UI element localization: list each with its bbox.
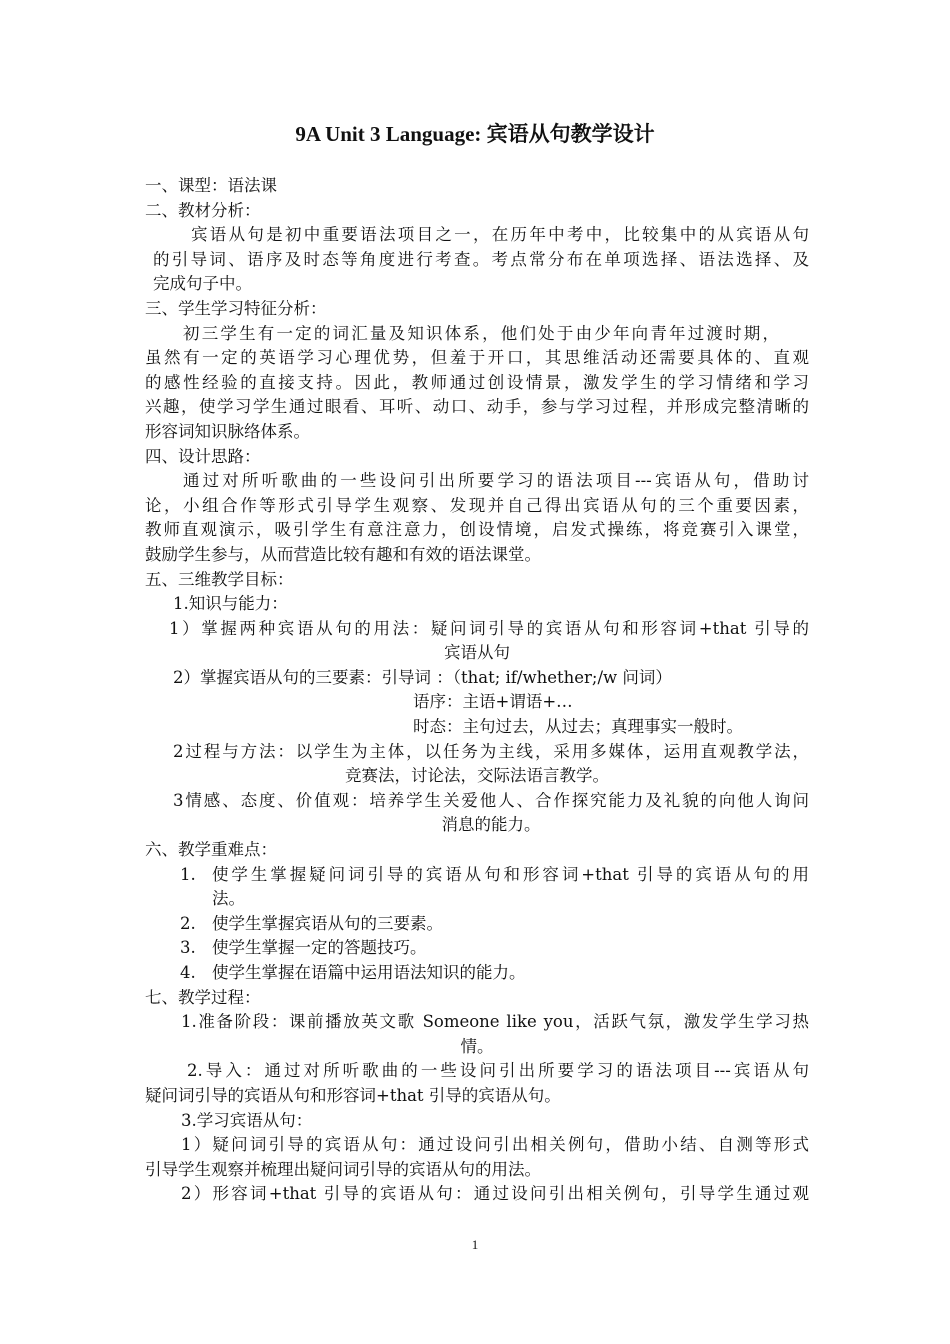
list-item xyxy=(145,863,809,912)
objective-line: 消息的能力。 xyxy=(441,815,541,835)
section-heading: 六、教学重难点： xyxy=(145,840,277,860)
list-item-text: 法。 xyxy=(212,889,245,909)
process-line: 情。 xyxy=(460,1036,494,1056)
process-line: 引导学生观察并梳理出疑问词引导的宾语从句的用法。 xyxy=(145,1159,541,1179)
list-item-text: 使学生掌握宾语从句的三要素。 xyxy=(212,913,443,933)
section-heading: 五、三维教学目标： xyxy=(145,569,294,589)
list-number: 2. xyxy=(180,913,196,933)
objective-line: 语序：主语+谓语+… xyxy=(413,692,573,712)
paragraph-line: 虽然有一定的英语学习心理优势，但羞于开口，其思维活动还需要具体的、直观 xyxy=(145,348,809,368)
page-number: 1 xyxy=(471,1237,479,1252)
section-heading: 七、教学过程： xyxy=(145,987,261,1007)
process-line: 2.导入：通过对所听歌曲的一些设问引出所要学习的语法项目---宾语从句 xyxy=(187,1061,809,1081)
objective-line: 竞赛法，讨论法，交际法语言教学。 xyxy=(345,766,609,786)
section-heading: 二、教材分析： xyxy=(145,200,261,220)
section-heading: 一、课型：语法课 xyxy=(145,176,277,195)
subsection-heading: 1.知识与能力： xyxy=(173,594,288,614)
paragraph-line: 宾语从句是初中重要语法项目之一，在历年中考中，比较集中的从宾语从句 xyxy=(191,225,809,245)
process-line: 疑问词引导的宾语从句和形容词+that 引导的宾语从句。 xyxy=(145,1085,561,1105)
section-heading: 三、学生学习特征分析： xyxy=(145,298,327,318)
paragraph-line: 的引导词、语序及时态等角度进行考查。考点常分布在单项选择、语法选择、及 xyxy=(153,249,809,269)
list-number: 4. xyxy=(180,963,196,982)
process-line: 2）形容词+that 引导的宾语从句：通过设问引出相关例句，引导学生通过观 xyxy=(181,1184,809,1204)
document-body xyxy=(145,174,809,1207)
paragraph-line: 论，小组合作等形式引导学生观察、发现并自己得出宾语从句的三个重要因素， xyxy=(145,495,809,515)
list-item xyxy=(145,912,809,937)
objective-line: 2）掌握宾语从句的三要素：引导词 ：（that; if/whether;/w 问词） xyxy=(173,667,672,687)
objective-line: 1）掌握两种宾语从句的用法：疑问词引导的宾语从句和形容词+that 引导的 xyxy=(169,618,809,638)
paragraph-line: 的感性经验的直接支持。因此，教师通过创设情景，激发学生的学习情绪和学习 xyxy=(145,372,809,392)
objective-line: 时态：主句过去，从过去；真理事实一般时。 xyxy=(413,717,743,737)
list-number: 3. xyxy=(180,938,196,958)
paragraph-line: 形容词知识脉络体系。 xyxy=(145,421,310,441)
list-item-text: 使学生掌握疑问词引导的宾语从句和形容词+that 引导的宾语从句的用 xyxy=(212,864,809,884)
paragraph-line: 通过对所听歌曲的一些设问引出所要学习的语法项目---宾语从句，借助讨 xyxy=(183,471,809,491)
process-line: 1）疑问词引导的宾语从句：通过设问引出相关例句，借助小结、自测等形式 xyxy=(181,1135,809,1155)
paragraph-line: 兴趣，使学习学生通过眼看、耳听、动口、动手，参与学习过程，并形成完整清晰的 xyxy=(145,397,809,417)
section-heading: 四、设计思路： xyxy=(145,446,261,466)
list-item xyxy=(145,936,809,961)
process-line: 3.学习宾语从句： xyxy=(181,1110,313,1130)
paragraph-line: 鼓励学生参与，从而营造比较有趣和有效的语法课堂。 xyxy=(145,544,541,564)
document-title: 9A Unit 3 Language: 宾语从句教学设计 xyxy=(295,122,655,146)
objective-line: 宾语从句 xyxy=(444,643,510,663)
objective-line: 2过程与方法：以学生为主体，以任务为主线，采用多媒体，运用直观教学法， xyxy=(173,741,809,761)
paragraph-line: 完成句子中。 xyxy=(153,274,252,294)
paragraph-line: 初三学生有一定的词汇量及知识体系，他们处于由少年向青年过渡时期， xyxy=(183,323,779,343)
process-line: 1.准备阶段：课前播放英文歌 Someone like you，活跃气氛，激发学生学习热 xyxy=(181,1012,809,1032)
list-number: 1. xyxy=(180,864,196,884)
list-item xyxy=(145,961,809,986)
paragraph-line: 教师直观演示，吸引学生有意注意力，创设情境，启发式操练，将竞赛引入课堂， xyxy=(145,520,809,540)
list-item-text: 使学生掌握在语篇中运用语法知识的能力。 xyxy=(212,963,526,982)
list-item-text: 使学生掌握一定的答题技巧。 xyxy=(212,938,427,958)
objective-line: 3情感、态度、价值观：培养学生关爱他人、合作探究能力及礼貌的向他人询问 xyxy=(173,790,809,810)
